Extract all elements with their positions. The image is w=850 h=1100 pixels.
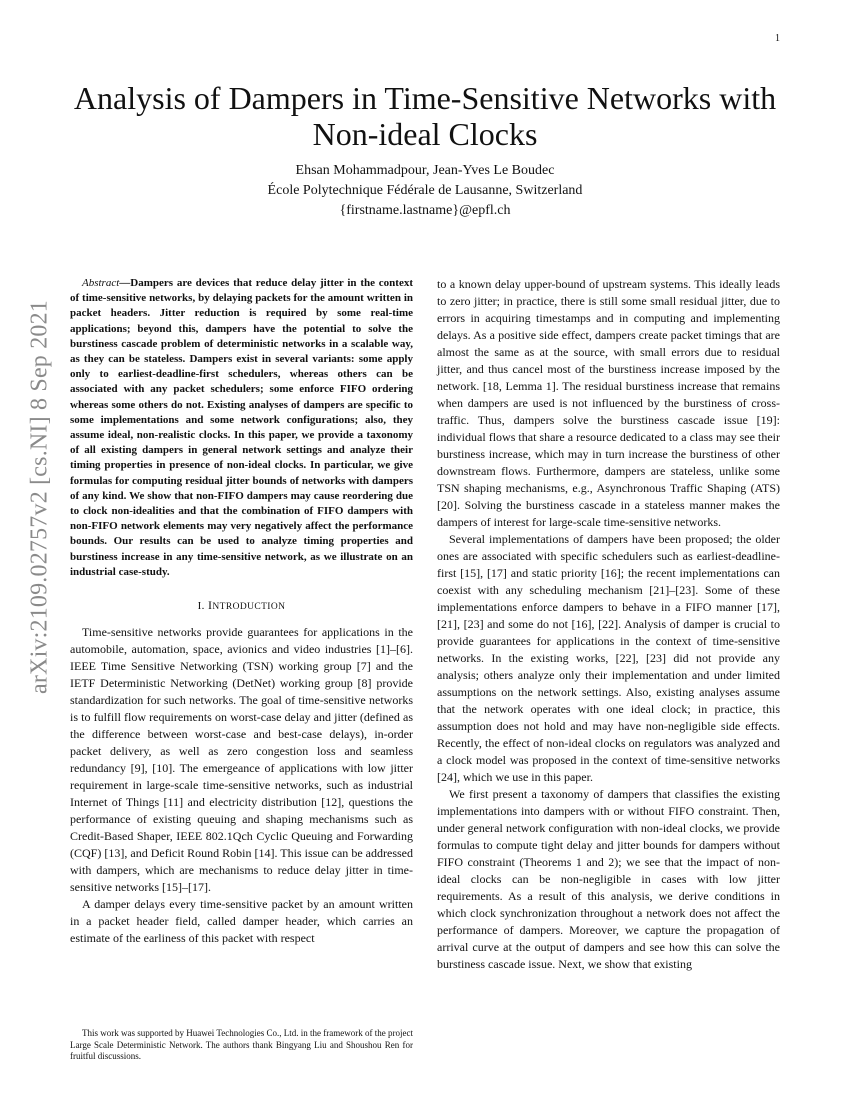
- intro-paragraph-3: Several implementations of dampers have been proposed; the older ones are associated with specific schedulers such as earliest-deadline-first [15], [17] and static priority [16]; the recent implementations can coexist with any scheduling mechanism [21]–[23]. Some of these implementations enforce dampers to behave in a FIFO manner [17], [21], [23] and some do not [16], [22]. Analysis of damper is crucial to provide guarantees for applications in the context of time-sensitive networks. In the existing works, [22], [23] did not provide any analysis; others analyze only their implementation and under limited assumptions on the network settings. Also, existing analyses assume that the network operates with one ideal clock; in practice, this assumption does not hold and may have non-negligible side effects. Recently, the effect of non-ideal clocks on regulators was analyzed and a clock model was proposed in the context of time-sensitive networks [24], which we use in this paper.: [437, 532, 780, 784]
- intro-paragraph-2: A damper delays every time-sensitive packet by an amount written in a packet header field, called damper header, which carries an estimate of the earliness of this packet with respect: [70, 897, 413, 946]
- intro-paragraph-1: Time-sensitive networks provide guarantees for applications in the automobile, automation, space, avionics and video industries [1]–[6]. IEEE Time Sensitive Networking (TSN) working group [7] and the IETF Deterministic Networking (DetNet) working group [8] provide standardization for such networks. The goal of time-sensitive networks is to fulfill flow requirements on worst-case delay and jitter (defined as the difference between worst-case and best-case delays), in-order packet delivery, as well as zero congestion loss and seamless redundancy [9], [10]. The emergeance of applications with low jitter requirement in large-scale time-sensitive networks, such as industrial Internet of Things [11] and electricity distribution [12], questions the performance of existing queuing and shaping mechanisms such as Credit-Based Shaper, IEEE 802.1Qch Cyclic Queuing and Forwarding (CQF) [13], and Deficit Round Robin [14]. This issue can be addressed with dampers, which are mechanisms to reduce delay jitter in time-sensitive networks [15]–[17].: [70, 625, 413, 895]
- author-affiliation: École Polytechnique Fédérale de Lausanne, Switzerland: [267, 183, 583, 198]
- page-number: 1: [775, 33, 780, 44]
- left-column: [70, 276, 413, 947]
- intro-paragraph-4: We first present a taxonomy of dampers that classifies the existing implementations into dampers with or without FIFO constraint. Then, under general network configuration with non-ideal clocks, we provide formulas to compute tight delay and jitter bounds for dampers without FIFO constraint (Theorems 1 and 2); we see that the impact of non-ideal clocks can be non-negligible in cases with low jitter requirements. As a result of this analysis, we derive conditions in which clock synchronization throughout a network does not affect the performance of dampers. Moreover, we capture the propagation of arrival curve at the output of dampers and see how this can solve the burstiness cascade issue. Next, we show that existing: [437, 787, 780, 971]
- right-column: [437, 276, 780, 973]
- funding-footnote: [70, 1028, 413, 1063]
- author-block: [68, 161, 782, 221]
- paper-title: Analysis of Dampers in Time-Sensitive Networks with Non-ideal Clocks: [73, 80, 777, 152]
- section-heading-introduction: [70, 597, 413, 616]
- author-names: Ehsan Mohammadpour, Jean-Yves Le Boudec: [295, 163, 555, 178]
- abstract: [70, 276, 413, 580]
- author-email: {firstname.lastname}@epfl.ch: [339, 203, 511, 218]
- section-heading-text: I. INTRODUCTION: [197, 598, 286, 613]
- arxiv-identifier-stamp: arXiv:2109.02757v2 [cs.NI] 8 Sep 2021: [26, 299, 53, 695]
- footnote-text: This work was supported by Huawei Technologies Co., Ltd. in the framework of the project Large Scale Deterministic Network. The authors thank Bingyang Liu and Shoushou Ren for fruitful discussions.: [70, 1028, 413, 1061]
- abstract-text: —Dampers are devices that reduce delay jitter in the context of time-sensitive networks, by delaying packets for the amount written in packet headers. Jitter reduction is required by some real-time applications; beyond this, dampers have the potential to solve the burstiness cascade problem of deterministic networks in a scalable way, as they can be stateless. Dampers exist in several variants: some apply only to earliest-deadline-first schedulers, whereas others can be associated with any packet schedulers; some enforce FIFO ordering whereas some others do not. Existing analyses of dampers are specific to some implementations and some network configurations; also, they assume ideal, non-realistic clocks. In this paper, we provide a taxonomy of all existing dampers in general network settings and analyze their timing properties in presence of non-ideal clocks. In particular, we give formulas for computing residual jitter bounds of networks with dampers of any kind. We show that non-FIFO dampers may cause reordering due to clock non-idealities and that the combination of FIFO dampers with non-FIFO network elements may very negatively affect the performance bounds. Our results can be used to analyze timing properties and burstiness increase in any time-sensitive network, as we illustrate on an industrial case-study.: [70, 277, 413, 578]
- intro-paragraph-2-continued: to a known delay upper-bound of upstream systems. This ideally leads to zero jitter; in practice, there is still some small residual jitter, due to errors in acquiring timestamps and in computing and implementing delays. As a positive side effect, dampers create packet timings that are almost the same as at the source, with small errors due to residual jitter, and thus cancel most of the burstiness increase imposed by the network. [18, Lemma 1]. The residual burstiness increase that remains when dampers are used is not influenced by the burstiness of cross-traffic. Thus, dampers solve the burstiness cascade issue [19]: individual flows that share a resource dedicated to a class may see their burstiness increase, which may in turn increase the burstiness of other downstream flows. Furthermore, dampers are stateless, unlike some TSN shaping mechanisms, e.g., Asynchronous Traffic Shaping (ATS) [20]. Solving the burstiness cascade in a stateless manner makes the dampers of interest for large-scale time-sensitive networks.: [437, 277, 780, 529]
- abstract-label: Abstract: [82, 277, 120, 289]
